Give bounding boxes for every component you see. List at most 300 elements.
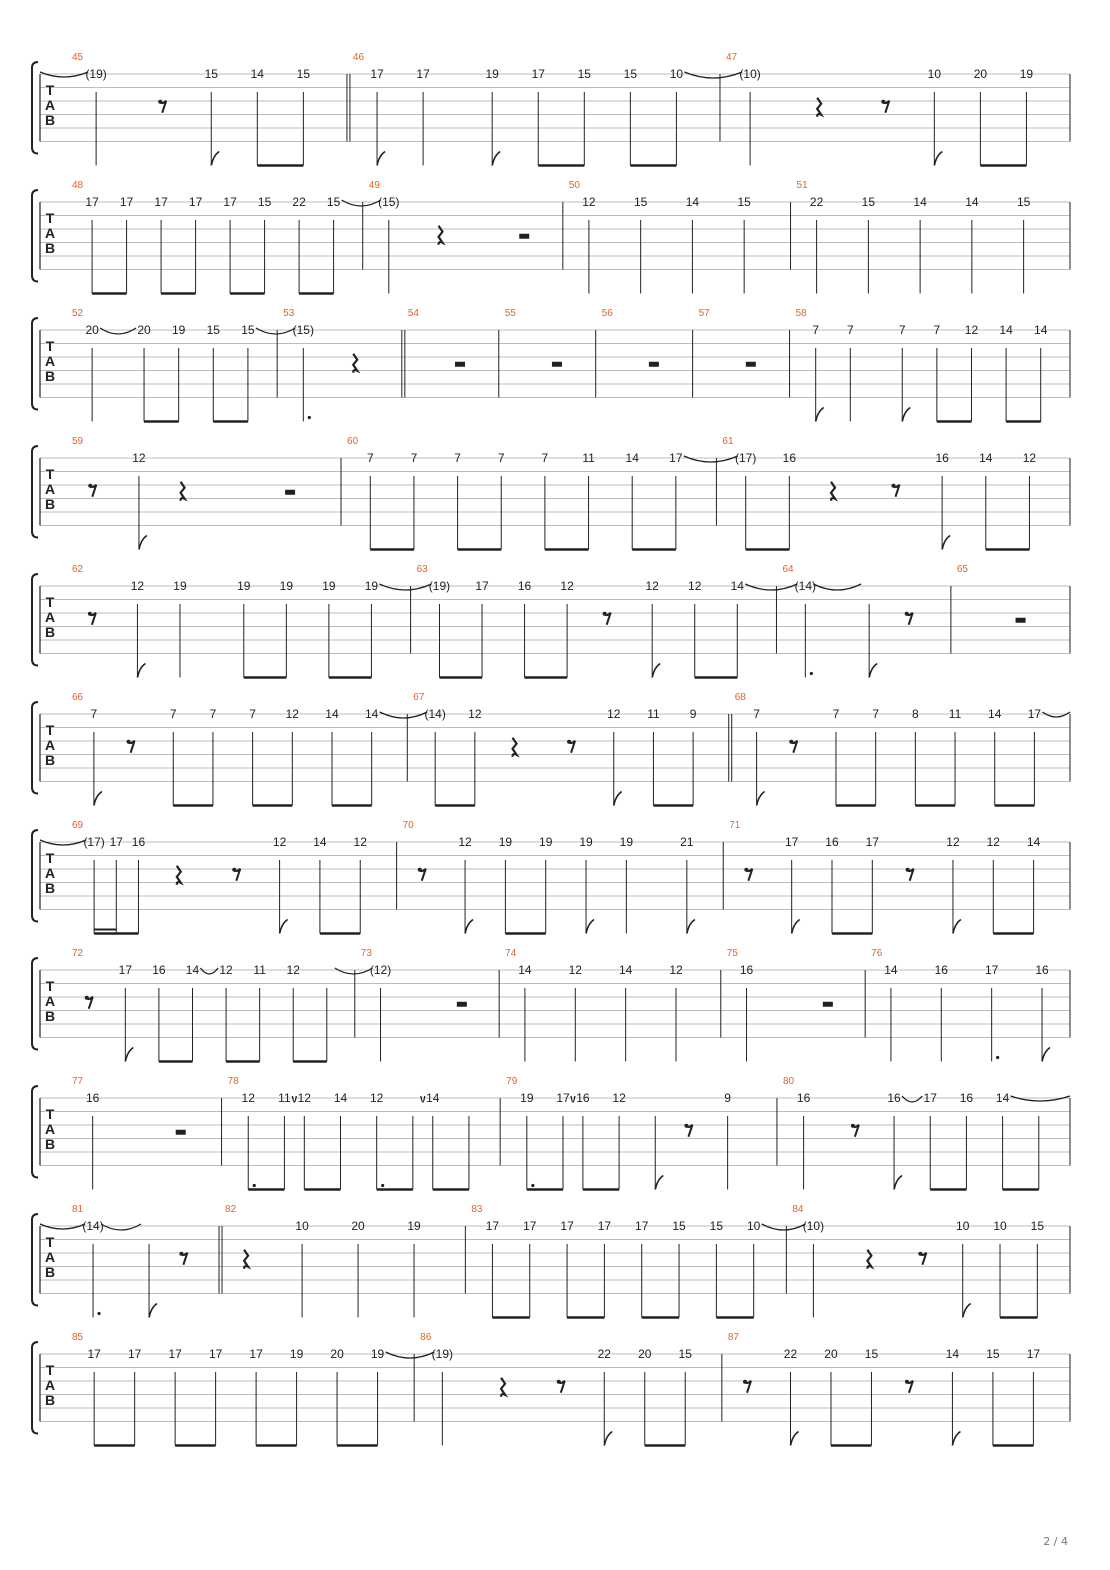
fret-number: 17 xyxy=(784,835,799,849)
measure-number: 49 xyxy=(368,180,380,191)
fret-number: 19 xyxy=(485,67,499,81)
half-rest xyxy=(176,1130,186,1135)
eighth-rest-dot xyxy=(88,484,92,488)
eighth-rest-dot xyxy=(127,740,131,744)
measure-number: 73 xyxy=(360,948,372,959)
fret-number: 19 xyxy=(520,1091,534,1105)
fret-number: 7 xyxy=(366,451,374,465)
eighth-rest-dot xyxy=(232,868,236,872)
fret-number: 22 xyxy=(783,1347,798,1361)
fret-number: 12 xyxy=(688,579,702,593)
fret-number: 12 xyxy=(353,835,367,849)
fret-number: 12 xyxy=(560,579,574,593)
fret-number: 8 xyxy=(912,707,919,721)
eighth-rest-dot xyxy=(905,612,909,616)
measure-number: 47 xyxy=(725,52,738,63)
measure-number: 76 xyxy=(871,948,883,959)
fret-number: 7 xyxy=(812,323,820,337)
measure-number: 69 xyxy=(72,820,84,831)
measure-number: 86 xyxy=(420,1332,432,1343)
fret-number: 15 xyxy=(623,67,638,81)
tab-clef-letter: T xyxy=(45,594,55,610)
fret-number: 17 xyxy=(249,1347,263,1361)
measure-number: 46 xyxy=(352,52,365,63)
measure-number: 66 xyxy=(72,692,84,703)
measure-number: 55 xyxy=(504,308,516,319)
measure-number: 67 xyxy=(413,692,425,703)
tab-clef-letter: T xyxy=(45,1234,55,1250)
eighth-rest-dot xyxy=(179,1252,183,1256)
fret-number: 17 xyxy=(531,67,545,81)
note-flag xyxy=(942,536,950,550)
augmentation-dot xyxy=(381,1184,384,1187)
fret-number: 21 xyxy=(680,835,694,849)
tab-clef-letter: A xyxy=(44,993,56,1009)
fret-number: 15 xyxy=(672,1219,686,1233)
fret-number: 12 xyxy=(986,835,1000,849)
eighth-rest-dot xyxy=(85,996,89,1000)
fret-number: (10) xyxy=(739,67,761,81)
fret-number: 15 xyxy=(296,67,311,81)
tab-clef-letter: A xyxy=(44,737,56,753)
fret-number: 14 xyxy=(979,451,993,465)
note-flag xyxy=(869,664,877,678)
measure-number: 52 xyxy=(72,308,84,319)
fret-number: 7 xyxy=(933,323,941,337)
augmentation-dot xyxy=(531,1184,534,1187)
fret-number: 14 xyxy=(685,195,700,209)
fret-number: 14 xyxy=(730,579,744,593)
tab-clef-letter: B xyxy=(44,1264,56,1280)
tab-clef-letter: T xyxy=(45,1362,55,1378)
augmentation-dot xyxy=(97,1312,100,1315)
fret-number: (14) xyxy=(794,579,817,593)
fret-number: 15 xyxy=(1016,195,1031,209)
tie-arc xyxy=(342,200,381,206)
fret-number: 15 xyxy=(577,67,591,81)
fret-number: 12 xyxy=(607,707,621,721)
note-flag xyxy=(963,1304,971,1318)
fret-number: 19 xyxy=(322,579,336,593)
fret-number: 15 xyxy=(204,67,218,81)
fret-number: 17 xyxy=(118,963,133,977)
tab-clef-letter: T xyxy=(45,850,55,866)
fret-number: 12 xyxy=(946,835,960,849)
fret-number: 15 xyxy=(326,195,341,209)
fret-number: 12 xyxy=(1022,451,1037,465)
fret-number: 12 xyxy=(612,1091,626,1105)
fret-number: 12 xyxy=(964,323,979,337)
tie-arc xyxy=(335,968,373,974)
fret-number: 10 xyxy=(993,1219,1007,1233)
half-rest xyxy=(746,362,756,367)
tab-clef-letter: A xyxy=(44,481,56,497)
fret-number: 11 xyxy=(582,451,595,465)
fret-number: 12 xyxy=(130,579,145,593)
fret-number: 14 xyxy=(618,963,633,977)
fret-number: 12 xyxy=(132,451,146,465)
half-rest xyxy=(552,362,562,367)
tab-clef-letter: A xyxy=(44,97,56,113)
fret-number: 14 xyxy=(999,323,1013,337)
fret-number: 20 xyxy=(824,1347,838,1361)
measure-number: 65 xyxy=(956,564,969,575)
fret-number: 19 xyxy=(171,323,186,337)
note-flag xyxy=(492,152,500,166)
fret-number: 19 xyxy=(579,835,593,849)
tie-arc xyxy=(813,584,861,590)
augmentation-dot xyxy=(308,416,311,419)
fret-number: 7 xyxy=(846,323,854,337)
fret-number: (19) xyxy=(428,579,451,593)
fret-number: 7 xyxy=(898,323,906,337)
note-flag xyxy=(211,152,219,166)
fret-number: 14 xyxy=(945,1347,960,1361)
fret-number: (19) xyxy=(85,67,107,81)
fret-number: 10 xyxy=(669,67,684,81)
fret-number: 7 xyxy=(497,451,505,465)
system-bracket xyxy=(32,190,38,282)
tab-clef-letter: T xyxy=(45,1106,55,1122)
tie-arc xyxy=(762,1224,806,1230)
measure-number: 61 xyxy=(722,436,734,447)
measure-number: 79 xyxy=(506,1076,518,1087)
tab-clef-letter: B xyxy=(44,880,56,896)
note-flag xyxy=(792,920,800,934)
fret-number: 22 xyxy=(597,1347,611,1361)
measure-number: 64 xyxy=(782,564,794,575)
fret-number: 7 xyxy=(753,707,760,721)
fret-number: 19 xyxy=(370,1347,385,1361)
fret-number: 15 xyxy=(206,323,220,337)
note-flag xyxy=(94,792,102,806)
eighth-rest-dot xyxy=(684,1124,688,1128)
system-bracket xyxy=(32,702,38,794)
measure-number: 80 xyxy=(782,1076,795,1087)
tab-clef-letter: T xyxy=(45,338,55,354)
measure-number: 50 xyxy=(568,180,580,191)
fret-number: 14 xyxy=(884,963,898,977)
note-flag xyxy=(953,920,961,934)
measure-number: 51 xyxy=(796,180,808,191)
fret-number: 19 xyxy=(407,1219,421,1233)
tab-clef-letter: A xyxy=(44,225,56,241)
page-number: 2 / 4 xyxy=(1043,1535,1068,1548)
fret-number: (15) xyxy=(292,323,314,337)
half-rest xyxy=(455,362,465,367)
measure-number: 82 xyxy=(225,1204,237,1215)
tab-clef-letter: T xyxy=(45,82,55,98)
fret-number: 7 xyxy=(169,707,177,721)
fret-number: 12 xyxy=(285,707,299,721)
fret-number: 19 xyxy=(279,579,294,593)
eighth-rest-dot xyxy=(158,100,162,104)
fret-number: 17 xyxy=(475,579,489,593)
fret-number: 20 xyxy=(351,1219,365,1233)
fret-number: 17 xyxy=(87,1347,101,1361)
fret-number: 15 xyxy=(709,1219,724,1233)
note-flag xyxy=(125,1048,133,1062)
fret-number: (17) xyxy=(735,451,757,465)
tie-arc xyxy=(101,1224,141,1230)
tab-clef-letter: T xyxy=(45,210,55,226)
measure-number: 83 xyxy=(471,1204,483,1215)
system-bracket xyxy=(32,1086,38,1178)
fret-number: 10 xyxy=(747,1219,761,1233)
tie-arc xyxy=(379,584,431,590)
fret-number: 17 xyxy=(119,195,134,209)
fret-number: (14) xyxy=(424,707,446,721)
fret-number: 17 xyxy=(1026,1347,1041,1361)
fret-number: 19 xyxy=(619,835,634,849)
fret-number: (12) xyxy=(369,963,392,977)
tab-clef-letter: A xyxy=(44,1377,56,1393)
fret-number: 22 xyxy=(292,195,306,209)
fret-number: 12 xyxy=(272,835,287,849)
fret-number: (14) xyxy=(82,1219,104,1233)
fret-number: 17 xyxy=(370,67,384,81)
note-flag xyxy=(465,920,473,934)
measure-number: 77 xyxy=(72,1076,84,1087)
fret-number: 12 xyxy=(297,1091,311,1105)
fret-number: 14 xyxy=(625,451,639,465)
fret-number: 15 xyxy=(678,1347,692,1361)
tab-clef-letter: B xyxy=(44,368,56,384)
eighth-rest-dot xyxy=(557,1380,561,1384)
fret-number: 14 xyxy=(426,1091,440,1105)
system-bracket xyxy=(32,830,38,922)
fret-number: (19) xyxy=(431,1347,454,1361)
measure-number: 85 xyxy=(72,1332,84,1343)
fret-number: 22 xyxy=(809,195,824,209)
augmentation-dot xyxy=(810,672,813,675)
fret-number: (10) xyxy=(802,1219,825,1233)
tie-arc xyxy=(380,712,427,718)
tie-arc xyxy=(100,328,136,334)
eighth-rest-dot xyxy=(744,868,748,872)
fret-number: 14 xyxy=(1026,835,1041,849)
fret-number: 20 xyxy=(137,323,151,337)
fret-number: 12 xyxy=(669,963,683,977)
fret-number: 20 xyxy=(638,1347,652,1361)
fret-number: 7 xyxy=(410,451,418,465)
tie-arc xyxy=(292,1096,296,1102)
fret-number: 9 xyxy=(724,1091,731,1105)
fret-number: 16 xyxy=(517,579,532,593)
measure-number: 62 xyxy=(72,564,84,575)
fret-number: 17 xyxy=(127,1347,142,1361)
fret-number: 10 xyxy=(956,1219,970,1233)
eighth-rest-dot xyxy=(567,740,571,744)
measure-number: 60 xyxy=(347,436,359,447)
measure-number: 48 xyxy=(72,180,84,191)
fret-number: 16 xyxy=(825,835,839,849)
measure-number: 74 xyxy=(505,948,517,959)
note-flag xyxy=(139,536,147,550)
note-flag xyxy=(604,1432,612,1446)
fret-number: 16 xyxy=(739,963,754,977)
fret-number: 17 xyxy=(560,1219,574,1233)
note-flag xyxy=(952,1432,960,1446)
note-flag xyxy=(816,408,824,422)
measure-number: 71 xyxy=(729,820,741,831)
note-flag xyxy=(586,920,594,934)
fret-number: (17) xyxy=(83,835,105,849)
fret-number: 19 xyxy=(1019,67,1034,81)
fret-number: 12 xyxy=(241,1091,255,1105)
fret-number: 20 xyxy=(330,1347,344,1361)
note-flag xyxy=(790,1432,798,1446)
measure-number: 54 xyxy=(407,308,419,319)
half-rest xyxy=(649,362,659,367)
measure-number: 72 xyxy=(72,948,84,959)
half-rest xyxy=(285,490,295,495)
tie-arc xyxy=(200,968,218,974)
note-flag xyxy=(934,152,942,166)
measure-number: 70 xyxy=(402,820,414,831)
tie-arc xyxy=(684,72,742,78)
fret-number: 7 xyxy=(454,451,461,465)
system-bracket xyxy=(32,318,38,410)
fret-number: 15 xyxy=(861,195,876,209)
fret-number: 17 xyxy=(923,1091,937,1105)
fret-number: 17 xyxy=(85,195,99,209)
note-flag xyxy=(377,152,385,166)
fret-number: 7 xyxy=(832,707,840,721)
fret-number: 16 xyxy=(959,1091,974,1105)
fret-number: 17 xyxy=(635,1219,649,1233)
fret-number: 17 xyxy=(154,195,168,209)
tab-clef-letter: A xyxy=(44,865,56,881)
measure-number: 84 xyxy=(792,1204,804,1215)
note-flag xyxy=(655,1176,663,1190)
fret-number: 14 xyxy=(1034,323,1048,337)
fret-number: 7 xyxy=(209,707,217,721)
fret-number: 17 xyxy=(556,1091,570,1105)
augmentation-dot xyxy=(996,1056,999,1059)
system-bracket xyxy=(32,574,38,666)
fret-number: 16 xyxy=(152,963,166,977)
fret-number: (15) xyxy=(378,195,400,209)
note-flag xyxy=(614,792,622,806)
fret-number: 17 xyxy=(984,963,999,977)
fret-number: 12 xyxy=(645,579,659,593)
eighth-rest-dot xyxy=(851,1124,855,1128)
fret-number: 16 xyxy=(576,1091,590,1105)
fret-number: 16 xyxy=(1035,963,1049,977)
fret-number: 16 xyxy=(782,451,797,465)
tie-arc xyxy=(902,1096,922,1102)
fret-number: 17 xyxy=(208,1347,223,1361)
eighth-rest-dot xyxy=(88,612,92,616)
system-bracket xyxy=(32,1342,38,1434)
fret-number: 19 xyxy=(237,579,251,593)
tie-arc xyxy=(571,1096,575,1102)
tab-clef-letter: T xyxy=(45,978,55,994)
fret-number: 17 xyxy=(188,195,203,209)
fret-number: 16 xyxy=(887,1091,901,1105)
note-flag xyxy=(902,408,910,422)
eighth-rest-dot xyxy=(905,1380,909,1384)
fret-number: 7 xyxy=(872,707,880,721)
fret-number: 12 xyxy=(458,835,472,849)
fret-number: 14 xyxy=(364,707,379,721)
fret-number: 17 xyxy=(485,1219,500,1233)
fret-number: 16 xyxy=(935,451,949,465)
half-rest xyxy=(1016,618,1026,623)
tie-arc xyxy=(745,584,797,590)
tab-clef-letter: B xyxy=(44,624,56,640)
measure-number: 87 xyxy=(727,1332,739,1343)
fret-number: 17 xyxy=(597,1219,612,1233)
fret-number: 14 xyxy=(185,963,200,977)
fret-number: 12 xyxy=(286,963,300,977)
note-flag xyxy=(687,920,695,934)
half-rest xyxy=(519,234,529,239)
eighth-rest-dot xyxy=(918,1252,922,1256)
tab-clef-letter: B xyxy=(44,1136,56,1152)
measure-number: 57 xyxy=(698,308,710,319)
fret-number: 11 xyxy=(253,963,266,977)
note-flag xyxy=(757,792,765,806)
augmentation-dot xyxy=(253,1184,256,1187)
note-flag xyxy=(149,1304,157,1318)
fret-number: 12 xyxy=(568,963,582,977)
measure-number: 81 xyxy=(72,1204,84,1215)
fret-number: 11 xyxy=(948,707,962,721)
measure-number: 45 xyxy=(72,52,84,63)
fret-number: 17 xyxy=(523,1219,537,1233)
eighth-rest-dot xyxy=(418,868,422,872)
fret-number: 16 xyxy=(131,835,146,849)
fret-number: 19 xyxy=(539,835,553,849)
fret-number: 19 xyxy=(173,579,187,593)
fret-number: 19 xyxy=(364,579,379,593)
measure-number: 63 xyxy=(416,564,428,575)
note-flag xyxy=(137,664,145,678)
fret-number: 17 xyxy=(109,835,123,849)
tab-clef-letter: A xyxy=(44,353,56,369)
tab-clef-letter: A xyxy=(44,1249,56,1265)
fret-number: 14 xyxy=(913,195,927,209)
fret-number: 14 xyxy=(333,1091,348,1105)
note-flag xyxy=(894,1176,902,1190)
fret-number: 7 xyxy=(541,451,549,465)
fret-number: 12 xyxy=(468,707,482,721)
system-bracket xyxy=(32,446,38,538)
fret-number: 19 xyxy=(498,835,513,849)
tab-clef-letter: A xyxy=(44,1121,56,1137)
fret-number: 15 xyxy=(633,195,648,209)
note-flag xyxy=(280,920,288,934)
fret-number: 14 xyxy=(250,67,264,81)
tab-clef-letter: B xyxy=(44,112,56,128)
eighth-rest-dot xyxy=(603,612,607,616)
measure-number: 59 xyxy=(72,436,84,447)
tab-clef-letter: B xyxy=(44,1008,56,1024)
eighth-rest-dot xyxy=(743,1380,747,1384)
tab-clef-letter: A xyxy=(44,609,56,625)
half-rest xyxy=(457,1002,467,1007)
fret-number: 20 xyxy=(85,323,99,337)
measure-number: 68 xyxy=(734,692,746,703)
fret-number: 14 xyxy=(313,835,327,849)
fret-number: 17 xyxy=(168,1347,182,1361)
fret-number: 15 xyxy=(1030,1219,1045,1233)
fret-number: 15 xyxy=(737,195,751,209)
fret-number: 11 xyxy=(647,707,660,721)
fret-number: 12 xyxy=(219,963,233,977)
